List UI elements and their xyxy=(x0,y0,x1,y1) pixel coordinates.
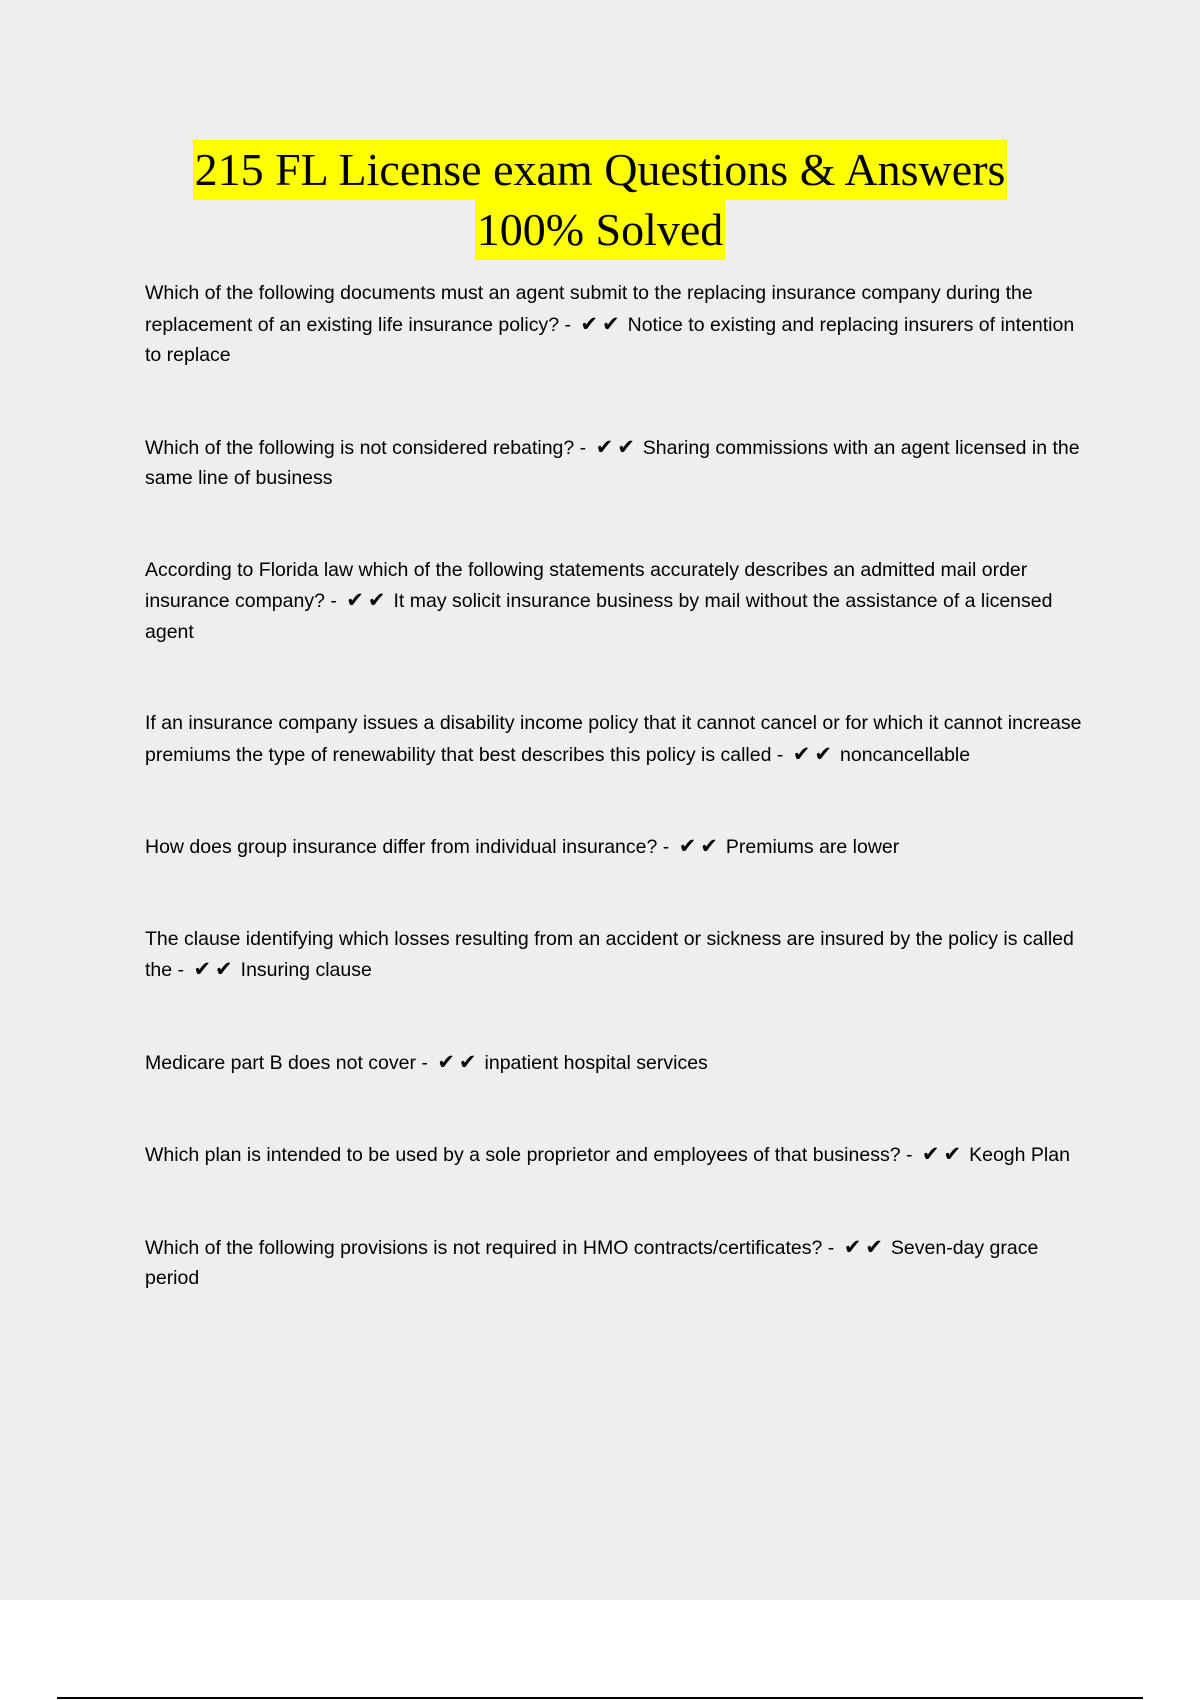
qa-item xyxy=(145,432,1085,494)
qa-item xyxy=(145,831,1085,863)
qa-item xyxy=(145,555,1085,648)
question-text: The clause identifying which losses resulting from an accident or sickness are insured by the policy is called the - xyxy=(145,927,1074,981)
answer-text: noncancellable xyxy=(840,743,971,766)
title-line-1: 215 FL License exam Questions & Answers xyxy=(193,140,1008,200)
answer-text: Premiums are lower xyxy=(725,836,900,858)
qa-item xyxy=(145,708,1085,770)
qa-item xyxy=(145,1232,1085,1294)
qa-item xyxy=(145,1047,1085,1079)
qa-item xyxy=(145,924,1085,986)
document-title xyxy=(0,140,1200,260)
double-check-icon: ✔✔ xyxy=(346,588,390,612)
double-check-icon: ✔✔ xyxy=(678,834,722,858)
question-text: Which of the following provisions is not required in HMO contracts/certificates? - xyxy=(145,1236,835,1259)
double-check-icon: ✔✔ xyxy=(193,957,237,981)
double-check-icon: ✔✔ xyxy=(843,1234,887,1259)
question-text: Which of the following is not considered rebating? - xyxy=(145,436,587,459)
answer-text: Notice to existing and replacing insurers of intention to replace xyxy=(145,313,1075,366)
answer-text: Sharing commissions with an agent licensed in the same line of business xyxy=(145,436,1080,489)
double-check-icon: ✔✔ xyxy=(580,311,624,336)
question-text: Which of the following documents must an agent submit to the replacing insurance company during the replacement of an existing life insurance policy? - xyxy=(145,282,1033,336)
answer-text: Insuring clause xyxy=(240,959,372,981)
double-check-icon: ✔✔ xyxy=(792,741,836,766)
question-text: Which plan is intended to be used by a sole proprietor and employees of that business? - xyxy=(145,1144,913,1166)
answer-text: Keogh Plan xyxy=(969,1144,1070,1166)
question-text: According to Florida law which of the following statements accurately describes an admitted mail order insurance company? - xyxy=(145,558,1028,612)
footer-divider xyxy=(57,1697,1143,1699)
answer-text: inpatient hospital services xyxy=(484,1051,708,1074)
qa-item xyxy=(145,278,1085,371)
double-check-icon: ✔✔ xyxy=(921,1142,966,1166)
double-check-icon: ✔✔ xyxy=(595,434,639,459)
answer-text: It may solicit insurance business by mail without the assistance of a licensed agent xyxy=(145,590,1053,643)
question-text: Medicare part B does not cover - xyxy=(145,1051,428,1074)
question-text: If an insurance company issues a disability income policy that it cannot cancel or for which it cannot increase premiums the type of renewability that best describes this policy is called - xyxy=(145,712,1082,766)
double-check-icon: ✔✔ xyxy=(437,1049,481,1074)
answer-text: Seven-day grace period xyxy=(145,1236,1039,1289)
question-text: How does group insurance differ from individual insurance? - xyxy=(145,836,670,858)
qa-item xyxy=(145,1139,1085,1171)
title-line-2: 100% Solved xyxy=(475,200,726,260)
qa-list xyxy=(145,278,1085,1294)
